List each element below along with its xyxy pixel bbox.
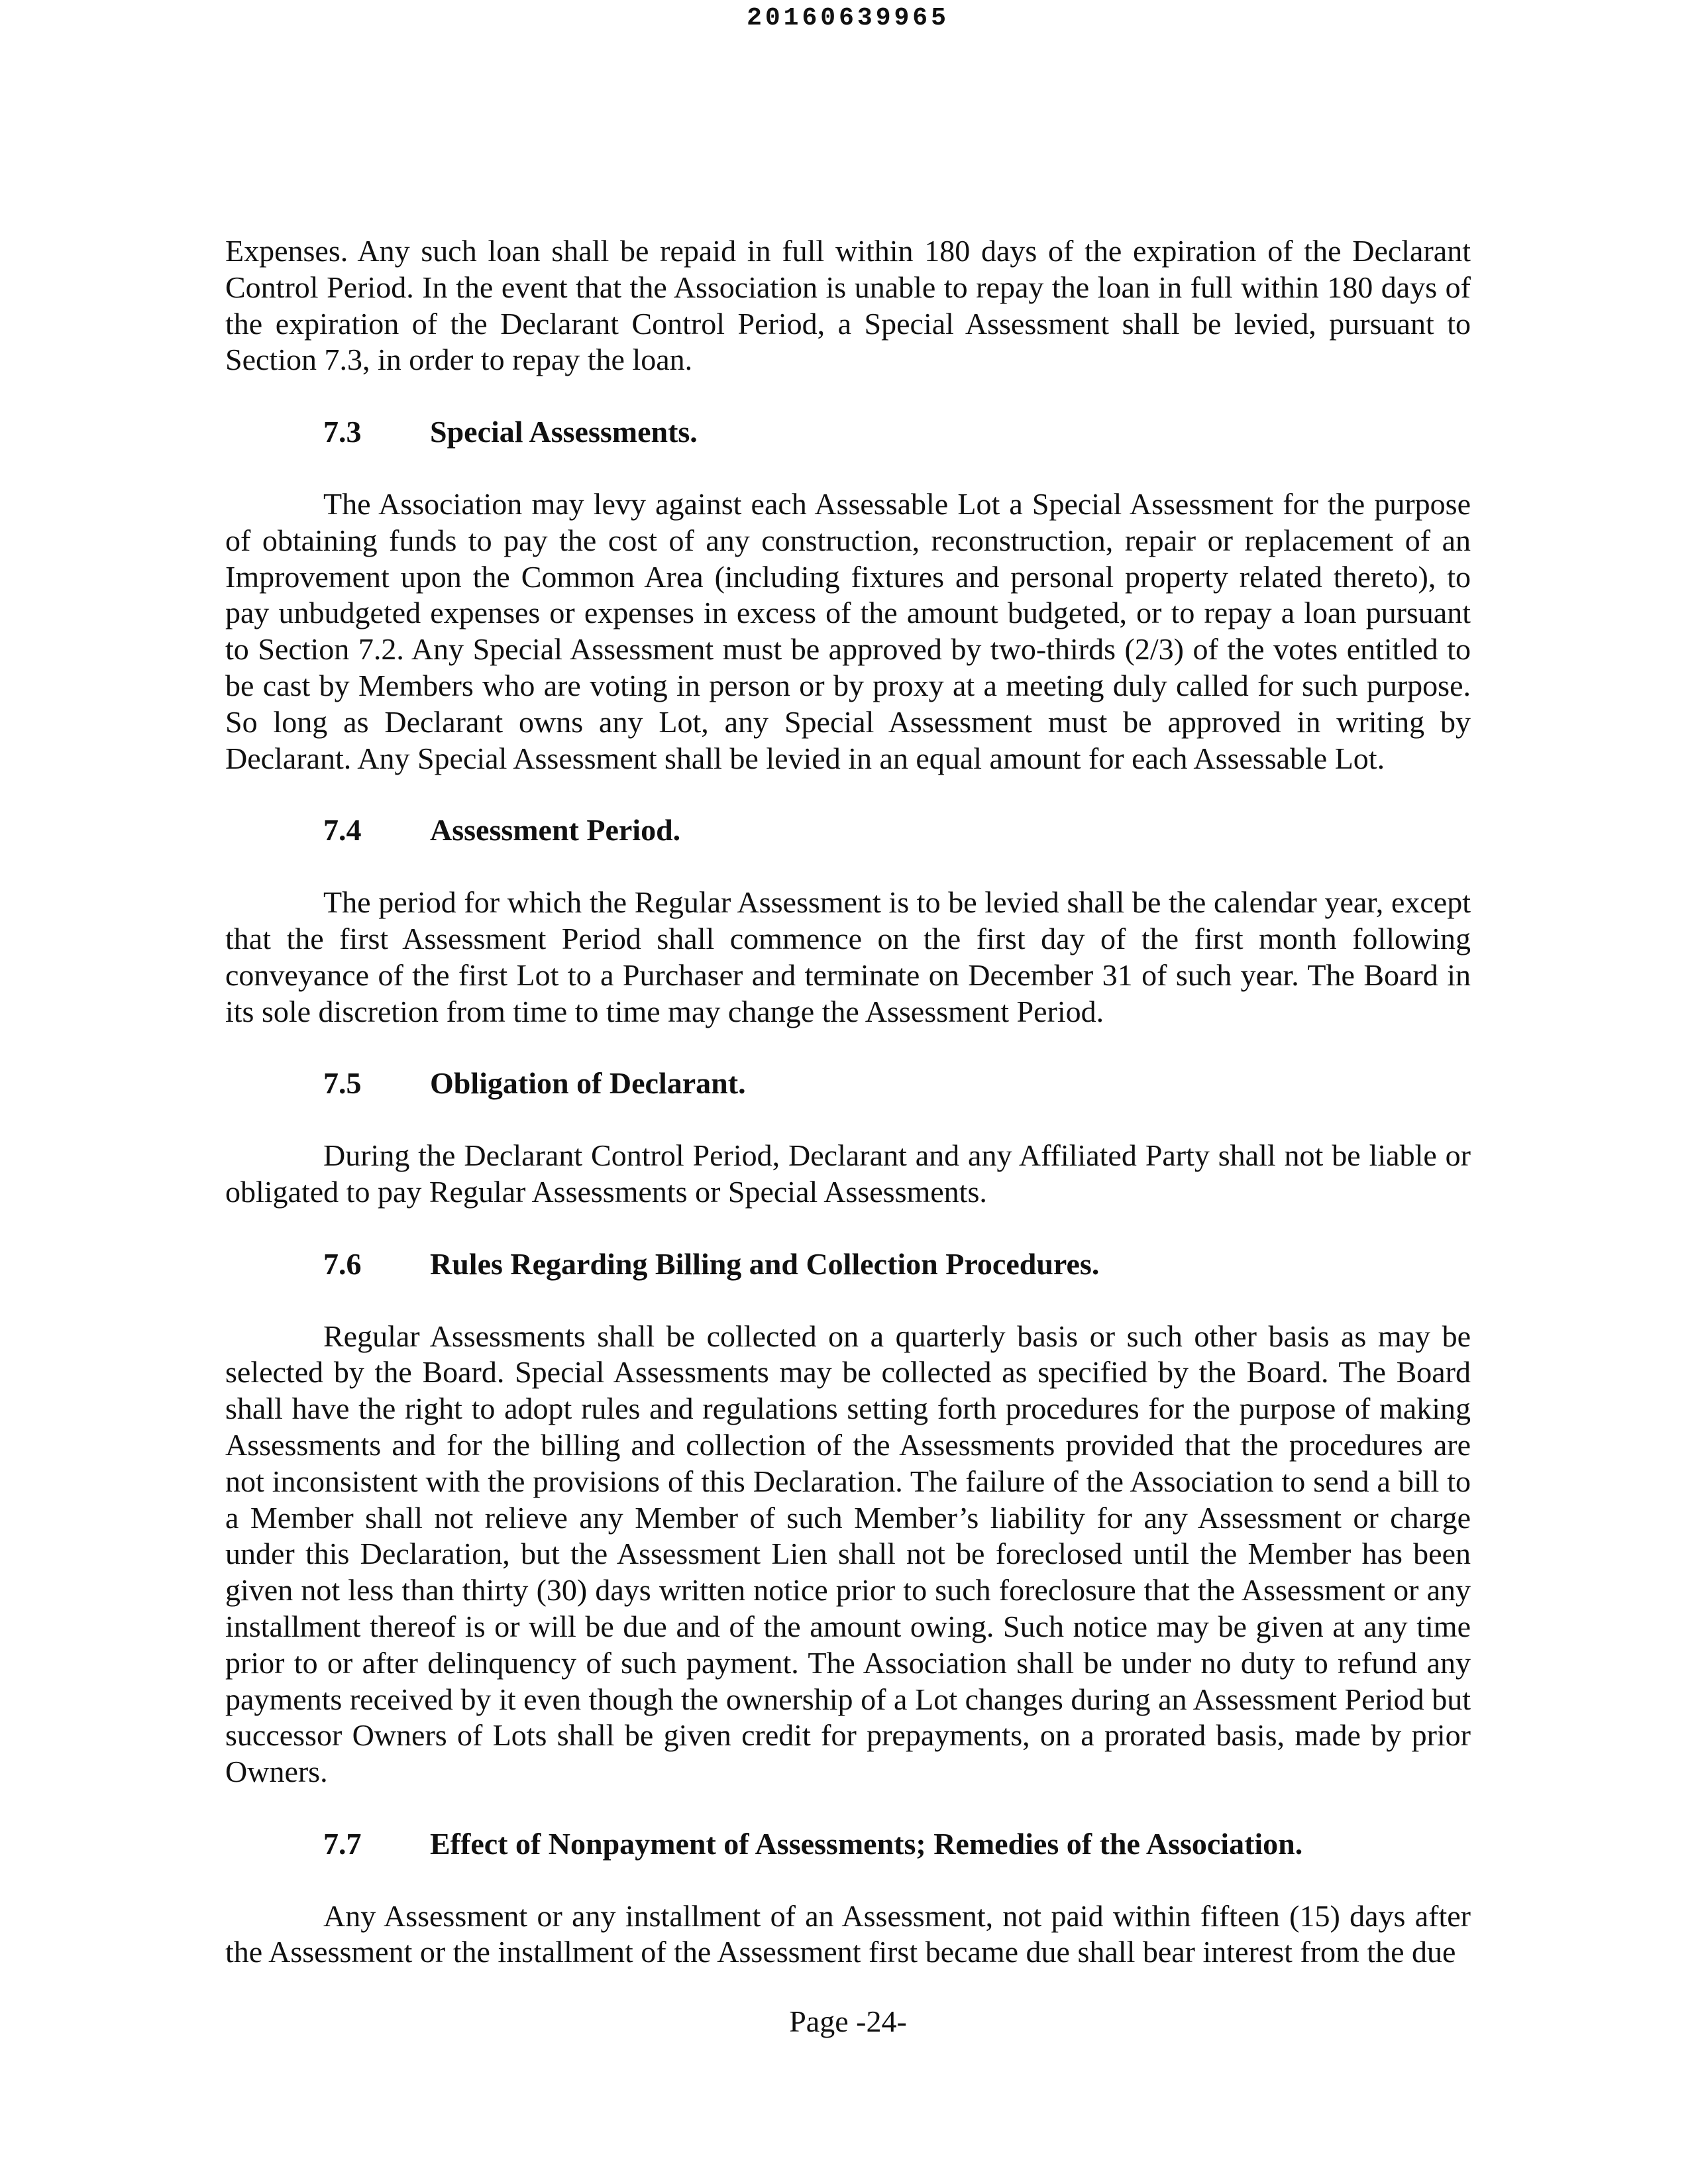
page-number: Page -24- [789,2004,907,2038]
section-7-4-paragraph: The period for which the Regular Assessment is to be levied shall be the calendar year, except that the first Assessment Period shall commence on the first day of the first month following conveyance of the first Lot to a Purchaser and terminate on December 31 of such year. The Board in its sole discretion from time to time may change the Assessment Period. [225,885,1471,1028]
section-7-5-heading [225,1065,1471,1102]
intro-paragraph: Expenses. Any such loan shall be repaid in full within 180 days of the expiration of the Declarant Control Period. In the event that the Association is unable to repay the loan in full within 180 days of the expiration of the Declarant Control Period, a Special Assessment shall be levied, pursuant to Section 7.3, in order to repay the loan. [225,234,1471,377]
section-7-5-paragraph: During the Declarant Control Period, Declarant and any Affiliated Party shall not be liable or obligated to pay Regular Assessments or Special Assessments. [225,1138,1471,1209]
section-number: 7.6 [323,1246,362,1281]
section-title: Special Assessments. [430,415,698,449]
section-number: 7.7 [323,1826,362,1861]
section-7-3-heading [225,414,1471,451]
section-7-4-heading [225,812,1471,849]
section-7-6-heading [225,1246,1471,1283]
document-number: 20160639965 [747,4,949,32]
document-body [225,233,1471,1971]
section-number: 7.3 [323,415,362,449]
section-7-3-paragraph: The Association may levy against each Assessable Lot a Special Assessment for the purpose of obtaining funds to pay the cost of any construction, reconstruction, repair or replacement of an Improvement upon the Common Area (including fixtures and personal property related thereto), to pay unbudgeted expenses or expenses in excess of the amount budgeted, or to repay a loan pursuant to Section 7.2. Any Special Assessment must be approved by two-thirds (2/3) of the votes entitled to be cast by Members who are voting in person or by proxy at a meeting duly called for such purpose. So long as Declarant owns any Lot, any Special Assessment must be approved in writing by Declarant. Any Special Assessment shall be levied in an equal amount for each Assessable Lot. [225,486,1471,775]
section-title: Obligation of Declarant. [430,1066,746,1101]
section-title: Effect of Nonpayment of Assessments; Remedies of the Association. [430,1826,1303,1861]
section-number: 7.5 [323,1066,362,1101]
section-title: Assessment Period. [430,813,681,847]
section-7-7-heading [225,1826,1471,1863]
section-7-6-paragraph: Regular Assessments shall be collected on a quarterly basis or such other basis as may be selected by the Board. Special Assessments may be collected as specified by the Board. The Board shall have the right to adopt rules and regulations setting forth procedures for the purpose of making Assessments and for the billing and collection of the Assessments provided that the procedures are not inconsistent with the provisions of this Declaration. The failure of the Association to send a bill to a Member shall not relieve any Member of such Member’s liability for any Assessment or charge under this Declaration, but the Assessment Lien shall not be foreclosed until the Member has been given not less than thirty (30) days written notice prior to such foreclosure that the Assessment or any installment thereof is or will be due and of the amount owing. Such notice may be given at any time prior to or after delinquency of such payment. The Association shall be under no duty to refund any payments received by it even though the ownership of a Lot changes during an Assessment Period but successor Owners of Lots shall be given credit for prepayments, on a prorated basis, made by prior Owners. [225,1319,1471,1789]
section-number: 7.4 [323,813,362,847]
section-7-7-paragraph: Any Assessment or any installment of an Assessment, not paid within fifteen (15) days after the Assessment or the installment of the Assessment first became due shall bear interest from the due [225,1898,1471,1969]
section-title: Rules Regarding Billing and Collection Procedures. [430,1246,1100,1281]
